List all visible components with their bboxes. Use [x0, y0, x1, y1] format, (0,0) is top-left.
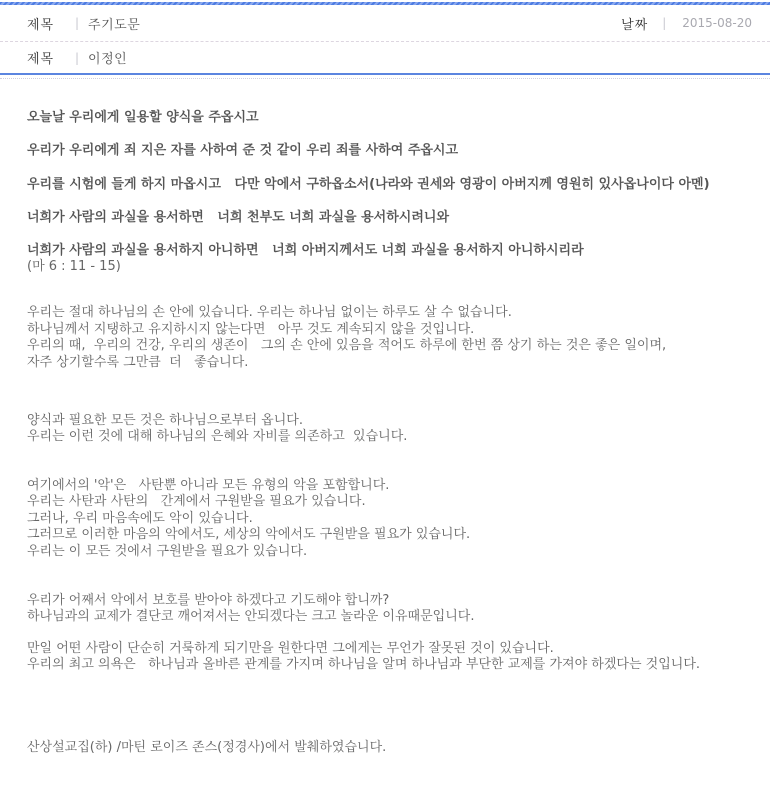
header-bottom-border — [0, 73, 770, 75]
text-line: 우리가 어째서 악에서 보호를 받아야 하겠다고 기도해야 합니까? — [27, 592, 390, 608]
text-line: 너희가 사람의 과실을 용서하지 아니하면 너희 아버지께서도 너희 과실을 용서하지 아니하시리라 — [27, 242, 584, 258]
post-header — [0, 2, 770, 79]
text-block — [27, 177, 745, 193]
date-field — [621, 14, 752, 33]
post-date: 2015-08-20 — [682, 16, 752, 30]
text-block — [27, 259, 745, 275]
post-title-row — [0, 5, 770, 41]
post-author: 이정인 — [88, 52, 128, 67]
post-content — [0, 79, 770, 776]
title-field — [27, 14, 140, 33]
author-label: 제목 — [27, 52, 55, 67]
text-block — [27, 740, 745, 756]
post-author-row — [0, 42, 770, 73]
date-separator: | — [662, 16, 667, 30]
text-line: 우리의 때, 우리의 건강, 우리의 생존이 그의 손 안에 있음을 적어도 하루에 한번 쯤 상기 하는 것은 좋은 일이며, — [27, 338, 667, 354]
text-block — [27, 305, 745, 371]
text-line: 우리는 절대 하나님의 손 안에 있습니다. 우리는 하나님 없이는 하루도 살 수 없습니다. — [27, 305, 512, 321]
text-line: 산상설교집(하) /마틴 로이즈 존스(정경사)에서 발췌하였습니다. — [27, 739, 387, 755]
text-line: 그러므로 이러한 마음의 악에서도, 세상의 악에서도 구원받을 필요가 있습니다. — [27, 527, 471, 543]
date-label: 날짜 — [621, 17, 649, 33]
title-separator: | — [75, 16, 80, 30]
text-line: 우리는 이런 것에 대해 하나님의 은혜와 자비를 의존하고 있습니다. — [27, 429, 408, 445]
text-line: 하나님께서 지탱하고 유지하시지 않는다면 아무 것도 계속되지 않을 것입니다. — [27, 321, 475, 337]
text-block — [27, 243, 745, 259]
title-label: 제목 — [27, 17, 55, 33]
text-block — [27, 210, 745, 226]
text-line: 여기에서의 '악'은 사탄뿐 아니라 모든 유형의 악을 포함합니다. — [27, 477, 390, 493]
text-line: 오늘날 우리에게 일용할 양식을 주옵시고 — [27, 110, 259, 125]
post-title: 주기도문 — [88, 17, 141, 33]
text-block — [27, 413, 745, 446]
post-view-page — [0, 2, 770, 776]
text-line: 양식과 필요한 모든 것은 하나님으로부터 옵니다. — [27, 413, 303, 429]
text-block — [27, 478, 745, 560]
text-block — [27, 143, 745, 159]
text-line: 우리를 시험에 들게 하지 마옵시고 다만 악에서 구하옵소서(나라와 권세와 영광이 아버지께 영원히 있사옵나이다 아멘) — [27, 176, 710, 192]
text-block — [27, 641, 745, 674]
text-line: 우리의 최고 의욕은 하나님과 올바른 관계를 가지며 하나님을 알며 하나님과 부단한 교제를 가져야 하겠다는 것입니다. — [27, 657, 701, 673]
text-line: 만일 어떤 사람이 단순히 거룩하게 되기만을 원한다면 그에게는 무언가 잘못된 것이 있습니다. — [27, 640, 554, 656]
text-block — [27, 110, 745, 126]
text-line: 하나님과의 교제가 결단코 깨어져서는 안되겠다는 크고 놀라운 이유때문입니다. — [27, 609, 475, 625]
text-line: 자주 상기할수록 그만큼 더 좋습니다. — [27, 354, 249, 370]
author-field — [27, 48, 127, 67]
text-line: 우리는 사탄과 사탄의 간계에서 구원받을 필요가 있습니다. — [27, 494, 366, 510]
text-block — [27, 593, 745, 626]
text-line: 너희가 사람의 과실을 용서하면 너희 천부도 너희 과실을 용서하시려니와 — [27, 210, 449, 226]
author-separator: | — [75, 50, 80, 65]
text-line: 우리가 우리에게 죄 지은 자를 사하여 준 것 같이 우리 죄를 사하여 주옵시고 — [27, 143, 459, 159]
text-line: (마 6 : 11 - 15) — [27, 259, 121, 275]
text-line: 그러나, 우리 마음속에도 악이 있습니다. — [27, 510, 253, 526]
text-line: 우리는 이 모든 것에서 구원받을 필요가 있습니다. — [27, 543, 308, 559]
